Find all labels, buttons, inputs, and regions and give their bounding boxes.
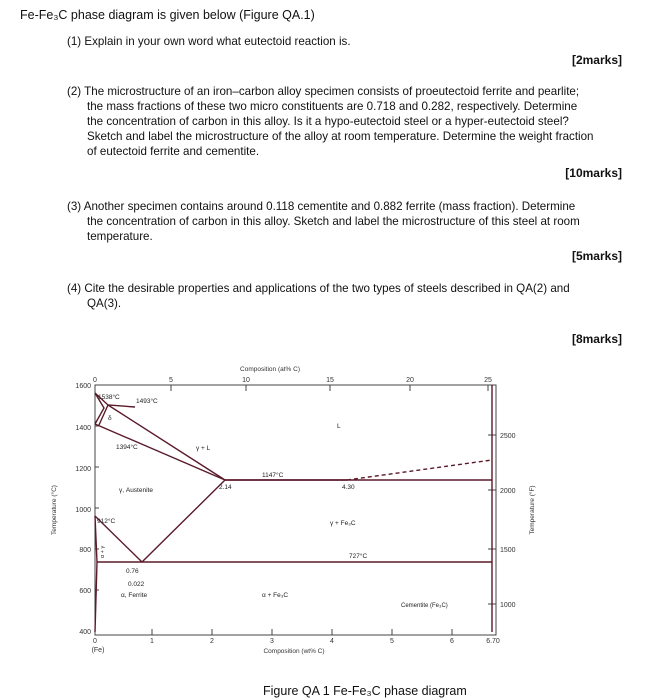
left-tick-label: 800 [79,547,91,554]
top-tick-label: 20 [406,377,414,384]
bottom-axis-title: Composition (wt% C) [263,648,325,655]
question-3-line: the concentration of carbon in this alloy. Sketch and label the microstructure of this steel at room [87,215,580,228]
right-tick-label: 1000 [500,602,516,609]
label-1493: 1493°C [136,398,158,405]
bottom-tick-label: 6 [450,638,454,645]
liquidus-austenite [108,405,347,480]
question-4-line: (4) Cite the desirable properties and applications of the two types of steels described in QA(2) and [67,282,570,295]
left-axis-title: Temperature (°C) [51,485,58,535]
question-3 [67,199,580,244]
label-430: 4.30 [342,484,355,491]
question-2-line: Sketch and label the microstructure of the alloy at room temperature. Determine the weight fraction [87,130,594,143]
phase-boundaries [95,385,492,632]
figure-caption: Figure QA 1 Fe-Fe₃C phase diagram [263,684,467,698]
right-tick-label: 1500 [500,547,516,554]
acm-line [142,480,225,562]
marks-q1: [2marks] [571,53,622,67]
right-tick-label: 2500 [500,433,516,440]
question-2-line: the concentration of carbon in this alloy. Is it a hypo-eutectoid steel or a hyper-eutectoid steel? [87,115,569,128]
bottom-tick-label: 1 [150,638,154,645]
question-4-line: QA(3). [87,297,122,310]
question-3-line: (3) Another specimen contains around 0.118 cementite and 0.882 ferrite (mass fraction). Determine [67,200,576,213]
label-0022: 0.022 [128,581,145,588]
left-tick-label: 600 [79,588,91,595]
top-tick-label: 15 [326,377,334,384]
label-alpha-gamma: α + γ [100,545,106,558]
marks-q2: [10marks] [565,166,622,180]
question-3-line: temperature. [87,230,153,243]
question-2-line: the mass fractions of these two micro constituents are 0.718 and 0.282, respectively. Determine [87,100,578,113]
question-2-line: (2) The microstructure of an iron–carbon alloy specimen consists of proeutectoid ferrite and pearlite; [67,85,580,98]
label-austenite: γ, Austenite [119,487,153,494]
question-1: (1) Explain in your own word what eutectoid reaction is. [67,35,351,48]
label-076: 0.76 [126,568,139,575]
bottom-tick-label: 0 [93,638,97,645]
label-delta: δ [108,415,112,422]
bottom-tick-label: 4 [330,638,334,645]
label-gamma-l: γ + L [196,445,211,452]
marks-q3: [5marks] [571,249,622,263]
left-tick-label: 1400 [75,425,91,432]
label-gamma-fe3c: γ + Fe₃C [330,520,356,527]
top-axis-title: Composition (at% C) [240,366,300,373]
label-214: 2.14 [219,484,232,491]
bottom-tick-label: 3 [270,638,274,645]
top-tick-label: 10 [242,377,250,384]
bottom-tick-label: 5 [390,638,394,645]
label-alpha-fe3c: α + Fe₃C [262,592,289,599]
left-tick-label: 1200 [75,466,91,473]
bottom-tick-label: 2 [210,638,214,645]
top-tick-label: 25 [484,377,492,384]
label-l: L [337,423,341,430]
question-4 [67,281,570,311]
right-tick-label: 2000 [500,488,516,495]
label-1538: 1538°C [98,394,120,401]
left-tick-label: 400 [79,629,91,636]
label-1147: 1147°C [262,472,284,479]
right-axis-title: Temperature (°F) [529,485,536,535]
question-2-line: of eutectoid ferrite and cementite. [87,145,260,158]
intro-text: Fe-Fe₃C phase diagram is given below (Figure QA.1) [20,8,315,22]
label-727: 727°C [349,553,368,560]
label-1394: 1394°C [116,444,138,451]
left-tick-label: 1000 [75,507,91,514]
top-ticks [93,377,492,391]
solidus [95,424,225,480]
plot-frame [95,385,496,635]
diagram-labels [97,393,448,609]
label-ferrite: α, Ferrite [121,592,148,599]
bottom-tick-label: 6.70 [486,638,500,645]
phase-diagram [38,362,598,662]
question-2 [67,84,594,159]
top-tick-label: 5 [169,377,173,384]
fe-label: (Fe) [91,647,105,654]
top-tick-label: 0 [93,377,97,384]
left-tick-label: 1600 [75,383,91,390]
marks-q4: [8marks] [571,332,622,346]
label-cementite: Cementite (Fe₃C) [401,603,448,609]
cementite-liquidus [347,460,492,480]
label-912: 912°C [97,518,116,525]
